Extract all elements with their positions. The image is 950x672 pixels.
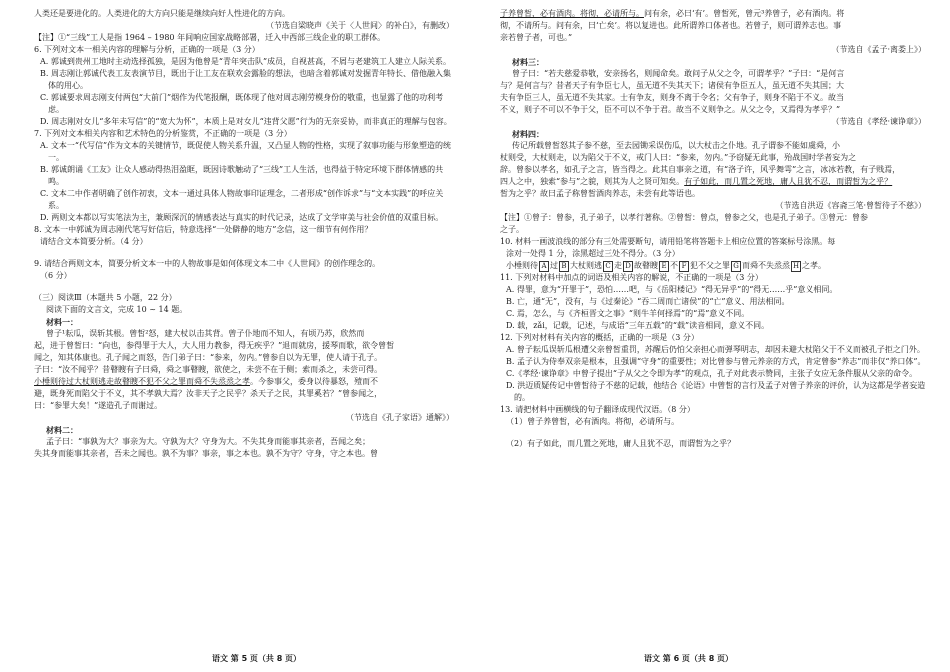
section-3-title: （三）阅读Ⅲ（本题共 5 小题，22 分）: [34, 293, 177, 302]
material-4-line: 辞。曾参以孝名，如孔子之言，皆当得之。此其自事亲之道，有“洛子许，风乎舞雩”之言，冰冰若教，有子贱焉，: [500, 165, 901, 174]
material-2-continued-rest: 问有余，必曰‘有’。曾皙死，曾元³养曾子，必有酒肉。将: [644, 9, 845, 18]
question-11-option-d: D. 载，zǎi，记载，记述，与成语“三年五载”的“载”读音相同，意义不同。: [506, 321, 770, 330]
question-10-sequence: [500, 260, 928, 272]
material-3-source: （节选自《孝经·谏诤章》）: [831, 117, 926, 126]
material-3-line: 与？是何言与？昔者天子有争臣七人，虽无道不失其天下；诸侯有争臣五人，虽无道不失其国；大: [500, 81, 844, 90]
question-13-stem: 13. 请把材料中画横线的句子翻译成现代汉语。（8 分）: [500, 405, 695, 414]
sequence-part: 而舜不失: [742, 261, 774, 270]
question-9-line-2: （6 分）: [40, 271, 72, 280]
question-7-option-a: A. 文本一“代写信”作为文本的关键情节，既促使人物关系升温，又凸显人物的性格，实现了叙事功能与形象塑造的统一。: [40, 141, 452, 162]
question-11-option-c: C. 焉，怎么，与《齐桓晋文之事》“则牛羊何择焉”的“焉”意义不同。: [506, 309, 750, 318]
right-page: [500, 8, 928, 648]
notes-line: 【注】①曾子：曾参，孔子弟子，以孝行著称。②曾皙：曾点，曾参之父，也是孔子弟子。③曾元：曾参: [500, 213, 868, 222]
material-1-underlined-line: [34, 376, 456, 388]
material-2-source: （节选自《孟子·离娄上》）: [831, 45, 926, 54]
question-13-item-1: （1）曾子养曾皙，必有酒肉。将彻，必请所与。: [506, 417, 680, 426]
material-1-line: 子曰：“汝不闻乎？昔瞽瞍有子曰舜，舜之事瞽瞍，欲使之，未尝不在于侧；索而杀之，未尝可得。: [34, 365, 383, 374]
material-1-source: （节选自《孔子家语》通解》）: [346, 413, 454, 422]
sequence-part: 烝烝: [774, 261, 790, 270]
question-6-option-a: A. 郭诚到贵州工地时主动选择孤独，是因为他曾是“青年突击队”成员，自视甚高，不屑与老建筑工人建立人际关系。: [40, 57, 452, 66]
intro-source: （节选自梁晓声《关于〈人世间〉的补白》，有删改）: [266, 21, 454, 30]
question-9-stem: 9. 请结合两则文本，简要分析文本一中的人物故事是如何体现文本二中《人世间》的创作理念的。: [34, 259, 381, 268]
material-1-line: 曾子¹耘瓜，误斩其根。曾皙²怒，建大杖以击其背。曾子仆地而不知人，有顷乃苏，欣然而: [46, 329, 365, 338]
material-2-line: 失其身而能事其亲者，吾未之闻也。孰不为事？事亲，事之本也。孰不为守？守身，守之本也。曾: [34, 449, 378, 458]
notes-line: 之子。: [500, 225, 524, 234]
question-12-option-c: C.《孝经·谏诤章》中曾子提出“子从父之令即为孝”的观点，孔子对此表示赞同，主张子女应无条件服从父亲的命令。: [506, 369, 918, 378]
question-12-option-d: D. 洪迈质疑传记中曾皙待子不慈的记载，他结合《论语》中曾皙的言行及孟子对曾子养亲的评价，认为这都是学者妄造的。: [506, 381, 926, 402]
section-3-instruction: 阅读下面的文言文，完成 10 ~ 14 题。: [46, 305, 188, 314]
question-11-option-a: A. 得罪，意为“开罪于”，恐怕……吧，与《岳阳楼记》“得无异乎”的“得无……乎”意义相同。: [506, 285, 838, 294]
material-4-line: 皙为之乎？故曰孟子称曾皙酒肉养志，未尝有此等语也。: [500, 189, 700, 198]
intro-line-1: 人类还是要进化的。人类进化的大方向只能是继续向好人性进化的方向。: [34, 9, 290, 18]
material-3-label: 材料三：: [512, 57, 544, 67]
question-10-line-2: 涂对一处得 1 分，涂黑超过三处不得分。（3 分）: [506, 249, 680, 258]
material-4-label: 材料四：: [512, 129, 544, 139]
material-1-line: 曰：“参罪大矣！”遂造孔子而谢过。: [34, 401, 163, 410]
question-12-option-a: A. 曾子耘瓜误斩瓜根遭父亲曾皙重罚，苏醒后仍怕父亲担心而弹琴明志，却因未避大杖陷父于不义而被孔子拒之门外。: [506, 345, 925, 354]
answer-box-a[interactable]: A: [539, 261, 549, 272]
sequence-part: 不: [670, 261, 678, 270]
material-2-continued-line-1: [500, 8, 928, 20]
question-7-option-c: C. 文本二中作者明确了创作初衷，文本一通过具体人物故事印证理念，二者形成“创作诉求”与“文本实践”的呼应关系。: [40, 189, 444, 210]
question-7-option-d: D. 两则文本都以写实笔法为主，兼顾深沉的情感表达与真实的时代记录，达成了文学审美与社会价值的双重目标。: [40, 213, 444, 222]
question-13-item-2: （2）有子如此，而几置之死地，庸人且犹不忍，而谓皙为之乎？: [506, 439, 736, 448]
material-1-label: 材料一：: [46, 317, 78, 327]
footer-page-6: 语文 第 6 页（共 8 页）: [644, 654, 734, 663]
material-4-underlined-span: 有子如此，而几置之死地，庸人且犹不忍，而谓皙为之乎？: [684, 177, 893, 186]
material-3-line: 夫有争臣三人，虽无道不失其家。士有争友，则身不离于令名；父有争子，则身不陷于不义。故当: [500, 93, 844, 102]
material-4-line: 杖则受，大杖则走，以为陷父于不义，戒门人曰：“参来，勿内。”予窃疑无此事，殆战国时学者妄为之: [500, 153, 857, 162]
sequence-part: 之孝。: [802, 261, 826, 270]
sequence-part: 故瞽瞍: [634, 261, 658, 270]
question-7-option-b: B. 郭诚朗诵《工友》让众人感动得热泪盈眶，既因诗歌触动了“三线”工人生活，也得益于特定环境下群体情感的共鸣。: [40, 165, 444, 186]
answer-box-f[interactable]: F: [679, 261, 689, 272]
material-2-continued-line: 彻，不请所与。问有余，曰‘亡矣’。将以复进也。此所谓养口体者也。若曾子，则可谓养志也。事: [500, 21, 842, 30]
question-6-option-c: C. 郭诚要求周志刚支付两包“大前门”烟作为代笔报酬，既体现了他对周志刚劳模身份的敬重，也显露了他的功利考虑。: [40, 93, 444, 114]
answer-box-b[interactable]: B: [559, 261, 569, 272]
question-11-stem: 11. 下列对材料中加点的词语及相关内容的解说，不正确的一项是（3 分）: [500, 273, 763, 282]
footer-page-5: 语文 第 5 页（共 8 页）: [212, 654, 302, 663]
sequence-part: 过: [550, 261, 558, 270]
material-4-underlined-line: [500, 176, 928, 188]
answer-box-h[interactable]: H: [792, 261, 800, 270]
material-4-line-start: 四人之中，独索“参与”之貌，则其为人之贤可知矣。: [500, 177, 685, 186]
material-3-line: 曾子曰：“若夫慈爱恭敬，安亲扬名，则闻命矣。敢问子从父之令，可谓孝乎？”子曰：“是何言: [512, 69, 845, 78]
material-4-source: （节选自洪迈《容斋三笔·曾皙待子不慈》）: [775, 201, 926, 210]
sequence-part: 走: [614, 261, 622, 270]
answer-box-e[interactable]: E: [659, 261, 669, 272]
answer-box-d[interactable]: D: [623, 261, 633, 272]
material-1-line: 起，进于曾皙曰：“向也，参得罪于大人，大人用力教参，得无疾乎？”退而就房，援琴而歌，欲令曾皙: [34, 341, 395, 350]
question-10-stem: 10. 材料一画波浪线的部分有三处需要断句，请用铅笔将答题卡上相应位置的答案标号涂黑。每: [500, 237, 836, 246]
question-12-option-b: B. 孟子认为侍奉双亲是根本，且强调“守身”的重要性；对比曾参与曾元养亲的方式，肯定曾参“养志”而非仅“养口体”。: [506, 357, 926, 366]
question-8-stem: 8. 文本一中郭诚为周志刚代笔写好信后，特意选择“一处僻静的地方”念信，这一细节有何作用？: [34, 225, 373, 234]
sequence-part: 犯不父之罪: [690, 261, 730, 270]
question-12-stem: 12. 下列对材料有关内容的概括，正确的一项是（3 分）: [500, 333, 699, 342]
material-3-line: 不义，则子不可以不争于父，臣不可以不争于君。故当不义则争之。从父之令，又焉得为孝乎？”: [500, 105, 841, 114]
answer-box-c[interactable]: C: [603, 261, 613, 272]
material-2-line: 孟子曰：“事孰为大？事亲为大。守孰为大？守身为大。不失其身而能事其亲者，吾闻之矣；: [46, 437, 371, 446]
question-6-option-d: D. 周志刚对女儿“多年未写信”的“宽大为怀”，本质上是对女儿“违背父愿”行为的无奈妥协，而非真正的理解与包容。: [40, 117, 452, 126]
material-1-underlined-span: 小棰则待过大杖则逃走故瞽瞍不犯不父之罪而舜不失烝烝之孝: [34, 377, 250, 386]
question-6-option-b: B. 周志刚让郭诚代表工友表演节目，既出于让工友在联欢会露脸的想法，也暗含着郭诚对发掘青年特长、借他融入集体的用心。: [40, 69, 451, 90]
question-7-stem: 7. 下列对文本相关内容和艺术特色的分析鉴赏，不正确的一项是（3 分）: [34, 129, 292, 138]
material-1-line-rest: 。今参事父，委身以待暴怒，殪而不: [250, 377, 378, 386]
material-1-line: 闻之，知其体康也。孔子闻之而怒，告门弟子曰：“参来，勿内。”曾参自以为无罪，使人请于孔子。: [34, 353, 383, 362]
material-4-line: 传记所载曾皙怒其子参不慈，至去园锄采误伤瓜，以大杖击之仆地。孔子谓参不能如虞舜，小: [512, 141, 840, 150]
left-page: [34, 8, 456, 648]
material-1-line: 避，既身死而陷父于不义，其不孝孰大焉？汝非天子之民乎？杀天子之民，其罪奚若？”曾参闻之，: [34, 389, 383, 398]
question-11-option-b: B. 亡，通“无”，没有，与《过秦论》“吞二周而亡诸侯”的“亡”意义、用法相同。: [506, 297, 790, 306]
answer-box-g[interactable]: G: [731, 261, 741, 272]
sequence-part: 小棰则待: [506, 261, 538, 270]
question-6-stem: 6. 下列对文本一相关内容的理解与分析，正确的一项是（3 分）: [34, 45, 260, 54]
material-2-continued-line: 亲若曾子者，可也。”: [500, 33, 573, 42]
question-8-line-2: 请结合文本简要分析。（4 分）: [40, 237, 148, 246]
material-2-label: 材料二：: [46, 425, 78, 435]
material-2-underlined-span: 子养曾皙，必有酒肉。将彻，必请所与。: [500, 9, 644, 18]
note-three-line-workers: 【注】①“三线”工人是指 1964 – 1980 年间响应国家战略部署，迁入中西部三线企业的职工群体。: [34, 33, 386, 42]
sequence-part: 大杖则逃: [570, 261, 602, 270]
